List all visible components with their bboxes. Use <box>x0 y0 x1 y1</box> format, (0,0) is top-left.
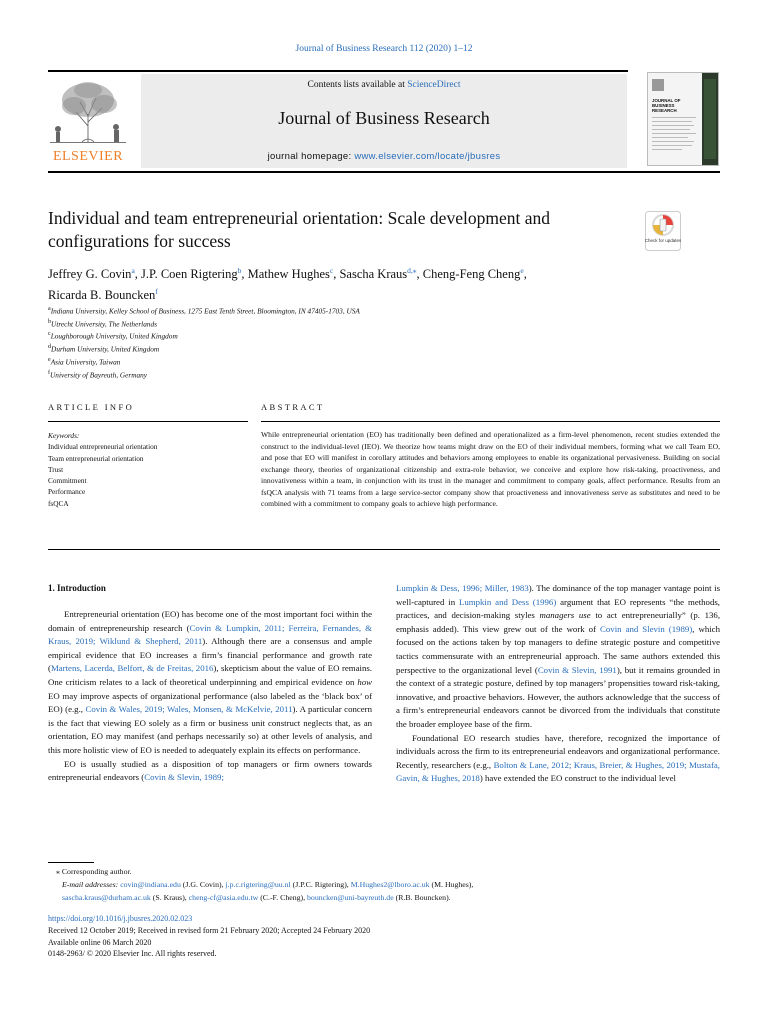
affiliation-marker: f <box>48 369 51 376</box>
footnote-rule <box>48 862 94 863</box>
affiliation-item <box>48 342 548 355</box>
affiliation-marker: b <box>48 318 52 325</box>
affiliation-item <box>48 317 548 330</box>
author-name[interactable]: Ricarda B. Bouncken <box>48 288 156 303</box>
email-owner: (J.P.C. Rigtering), <box>290 879 351 889</box>
email-owner: (S. Kraus), <box>150 892 189 902</box>
keywords-block <box>48 430 248 509</box>
author-name[interactable]: J.P. Coen Rigtering <box>141 267 238 282</box>
affiliation-item <box>48 368 548 381</box>
citation-link[interactable]: Covin & Slevin, 1989; <box>144 772 224 783</box>
journal-homepage-line <box>141 151 627 162</box>
journal-cover-thumbnail[interactable] <box>647 72 719 166</box>
citation-link[interactable]: Lumpkin and Dess (1996) <box>459 596 557 607</box>
abstract-text: While entrepreneurial orientation (EO) has traditionally been defined and operationalized as a firm-level phenomenon, recent studies extended the construct to the individual-level (IEO). We theorize how teams might draw on the EO of their individual members, forming what we call Team EO, and pose that EO will manifest in corollary attitudes and behaviors among employees to enable its organizational pervasiveness. Building on social exchange theory, theories of organizational citizenship and extra-role behavior, we conceive and explore how risk-taking, proactiveness, and innovativeness within a team, in conjunction with its trust in the manager and commitment to company goals, affect performance. Results from an fsQCA analysis with 71 teams from a large service-sector company show that proactiveness and innovativeness serve as substitutes and need to be combined with a commitment to company goals to achieve high performance. <box>261 430 720 508</box>
affiliation-marker: d <box>48 344 52 351</box>
body-left-column <box>48 608 372 785</box>
contents-lists-line <box>141 80 627 90</box>
keyword: Team entrepreneurial orientation <box>48 453 144 463</box>
email-owner: (C.-F. Cheng), <box>258 892 308 902</box>
journal-cover-image <box>648 73 718 165</box>
abstract-bottom-rule <box>48 549 720 550</box>
body-right-column <box>396 582 720 786</box>
author-list <box>48 262 648 304</box>
intro-paragraph-3: Foundational EO research studies have, therefore, recognized the importance of individuals across the firm to its entrepreneurial endeavors and organizational performance. Recently, researchers (e.g., Bolton & Lane, 2012; Kraus, Breier, & Hughes, 2019; Mustafa, Gavin, & Hughes, 2018) have extended the EO construct to the individual level <box>396 732 720 784</box>
introduction-heading: 1. Introduction <box>48 583 106 593</box>
affiliation-item <box>48 304 548 317</box>
publication-info <box>48 913 548 960</box>
abstract-rule <box>261 421 720 422</box>
sciencedirect-link[interactable]: ScienceDirect <box>407 80 461 90</box>
affiliation-item <box>48 355 548 368</box>
email-link[interactable]: j.p.c.rigtering@uu.nl <box>225 879 291 889</box>
citation-link[interactable]: Covin & Lumpkin, 2011; Ferreira, Fernandes, & Kraus, 2019; Wiklund & Shepherd, 2011 <box>48 622 372 647</box>
corresponding-author-note: ⁎ Corresponding author. <box>56 867 132 876</box>
author-name[interactable]: Jeffrey G. Covin <box>48 267 132 282</box>
copyright: 0148-2963/ © 2020 Elsevier Inc. All rights reserved. <box>48 949 217 959</box>
keyword: Performance <box>48 487 86 497</box>
author-separator: , <box>416 267 423 282</box>
citation-link[interactable]: Covin & Wales, 2019; Wales, Monsen, & McKelvie, 2011 <box>85 704 293 715</box>
author-separator: , <box>523 267 527 282</box>
author-separator: , <box>333 267 340 282</box>
affiliation-list <box>48 304 548 380</box>
author-affiliation-marker[interactable]: e <box>520 266 524 275</box>
author-affiliation-marker[interactable]: b <box>237 266 242 275</box>
affiliation-marker: c <box>48 331 51 338</box>
affiliation-item <box>48 329 548 342</box>
email-addresses <box>48 879 720 905</box>
received-dates: Received 12 October 2019; Received in revised form 21 February 2020; Accepted 24 February 2020 <box>48 925 371 935</box>
author-affiliation-marker[interactable]: f <box>155 287 158 297</box>
affiliation-text: Indiana University, Kelley School of Business, 1275 East Tenth Street, Bloomington, IN 47405-1703, USA <box>50 306 360 316</box>
journal-title: Journal of Business Research <box>278 108 490 128</box>
crossmark-icon <box>645 211 681 251</box>
affiliation-text: Utrecht University, The Netherlands <box>51 319 157 329</box>
citation-link[interactable]: Covin & Slevin, 1991 <box>537 664 617 675</box>
journal-citation[interactable]: Journal of Business Research 112 (2020) 1–12 <box>295 44 473 54</box>
contents-prefix: Contents lists available at <box>307 80 408 90</box>
intro-paragraph-2: EO is usually studied as a disposition of top managers or firm owners towards entrepreneurial endeavors (Covin & Slevin, 1989; <box>48 758 372 783</box>
doi-link[interactable]: https://doi.org/10.1016/j.jbusres.2020.02.023 <box>48 914 193 923</box>
affiliation-marker: e <box>48 356 51 363</box>
crossmark-badge[interactable] <box>645 211 681 251</box>
author-affiliation-marker[interactable]: c <box>329 266 334 275</box>
keyword-list <box>48 441 248 509</box>
affiliation-text: Asia University, Taiwan <box>50 357 121 367</box>
email-link[interactable]: bouncken@uni-bayreuth.de <box>307 892 394 902</box>
keyword: Individual entrepreneurial orientation <box>48 442 158 452</box>
email-owner: (M. Hughes), <box>429 879 474 889</box>
email-owner: (R.B. Bouncken). <box>393 892 451 902</box>
email-link[interactable]: sascha.kraus@durham.ac.uk <box>62 892 151 902</box>
email-link[interactable]: M.Hughes2@lboro.ac.uk <box>350 879 430 889</box>
masthead-top-rule <box>48 70 628 72</box>
author-affiliation-marker[interactable]: d,⁎ <box>407 266 417 275</box>
footnotes <box>48 866 720 904</box>
citation-link[interactable]: Bolton & Lane, 2012; Kraus, Breier, & Hughes, 2019; Mustafa, Gavin, & Hughes, 2018 <box>396 759 720 784</box>
intro-paragraph-2-cont: Lumpkin & Dess, 1996; Miller, 1983). The dominance of the top manager vantage point is well-captured in Lumpkin and Dess (1996) argument that EO represents “the methods, practices, and decision-making styles managers use to act entrepreneurially” (p. 136, emphasis added). This view grew out of the work of Covin and Slevin (1989), which focused on the actions taken by top managers to define strategic posture and competitive tactics commensurate with an entrepreneurial approach. The same authors extended this perspective to the organizational level (Covin & Slevin, 1991), but it remains grounded in the context of a strategic posture, defined by top managers’ propensities toward risk-taking, innovative, and proactive behaviors. However, the authors acknowledge that the success of a firm’s entrepreneurial endeavors cannot be divorced from the individuals that constitute the broader employee base of the firm. <box>396 583 721 729</box>
keyword: Commitment <box>48 476 87 486</box>
email-link[interactable]: covin@indiana.edu <box>120 879 181 889</box>
intro-paragraph-1: Entrepreneurial orientation (EO) has become one of the most important foci within the domain of entrepreneurship research (Covin & Lumpkin, 2011; Ferreira, Fernandes, & Kraus, 2019; Wiklund & Shepherd, 2011). Although there are a consensus and ample empirical evidence that EO increases a firm’s financial performance and growth rate (Martens, Lacerda, Belfort, & de Freitas, 2016), skepticism about the value of EO remains. One criticism relates to a lack of theoretical underpinning and empirical evidence on how EO may improve aspects of organizational performance (also labeled as the ‘black box’ of EO) (e.g., Covin & Wales, 2019; Wales, Monsen, & McKelvie, 2011). A particular concern is the fact that viewing EO solely as a firm or business unit construct neglects that, as an orientation, EO may manifest (and perhaps necessarily so) at other levels of analysis, and this more holistic view of EO is needed to adequately explain its effects on performance. <box>48 609 373 755</box>
citation-link[interactable]: Martens, Lacerda, Belfort, & de Freitas, 2016 <box>50 663 214 674</box>
author-separator: , <box>241 267 248 282</box>
article-info-heading: ARTICLE INFO <box>48 402 135 412</box>
author-name[interactable]: Cheng-Feng Cheng <box>422 267 521 282</box>
author-affiliation-marker[interactable]: a <box>131 266 135 275</box>
crossmark-label: Check for updates <box>645 238 681 243</box>
homepage-link[interactable]: www.elsevier.com/locate/jbusres <box>354 151 501 162</box>
elsevier-wordmark[interactable]: ELSEVIER <box>52 149 124 164</box>
affiliation-text: Durham University, United Kingdom <box>51 344 160 354</box>
affiliation-text: University of Bayreuth, Germany <box>50 370 148 380</box>
citation-link[interactable]: Lumpkin & Dess, 1996; Miller, 1983 <box>396 583 529 593</box>
keywords-label: Keywords: <box>48 431 80 440</box>
citation-link[interactable]: Covin and Slevin (1989) <box>600 623 693 634</box>
affiliation-marker: a <box>48 306 51 312</box>
keyword: Trust <box>48 464 64 474</box>
keyword: fsQCA <box>48 498 69 508</box>
author-name[interactable]: Sascha Kraus <box>339 267 408 282</box>
author-separator: , <box>134 267 142 282</box>
available-online: Available online 06 March 2020 <box>48 937 152 947</box>
article-info-rule <box>48 421 248 422</box>
email-label: E-mail addresses: <box>62 879 121 889</box>
affiliation-text: Loughborough University, United Kingdom <box>50 331 178 341</box>
masthead-bottom-rule <box>48 171 720 173</box>
cover-title-2: BUSINESS <box>652 103 675 108</box>
cover-title-1: JOURNAL OF <box>652 98 681 103</box>
cover-title-3: RESEARCH <box>652 108 677 113</box>
email-link[interactable]: cheng-cf@asia.edu.tw <box>188 892 259 902</box>
abstract-heading: ABSTRACT <box>261 402 325 412</box>
author-name[interactable]: Mathew Hughes <box>247 267 330 282</box>
paper-title: Individual and team entrepreneurial orientation: Scale development and configurations for success <box>48 208 550 251</box>
homepage-prefix: journal homepage: <box>267 151 355 162</box>
email-owner: (J.G. Covin), <box>180 879 226 889</box>
